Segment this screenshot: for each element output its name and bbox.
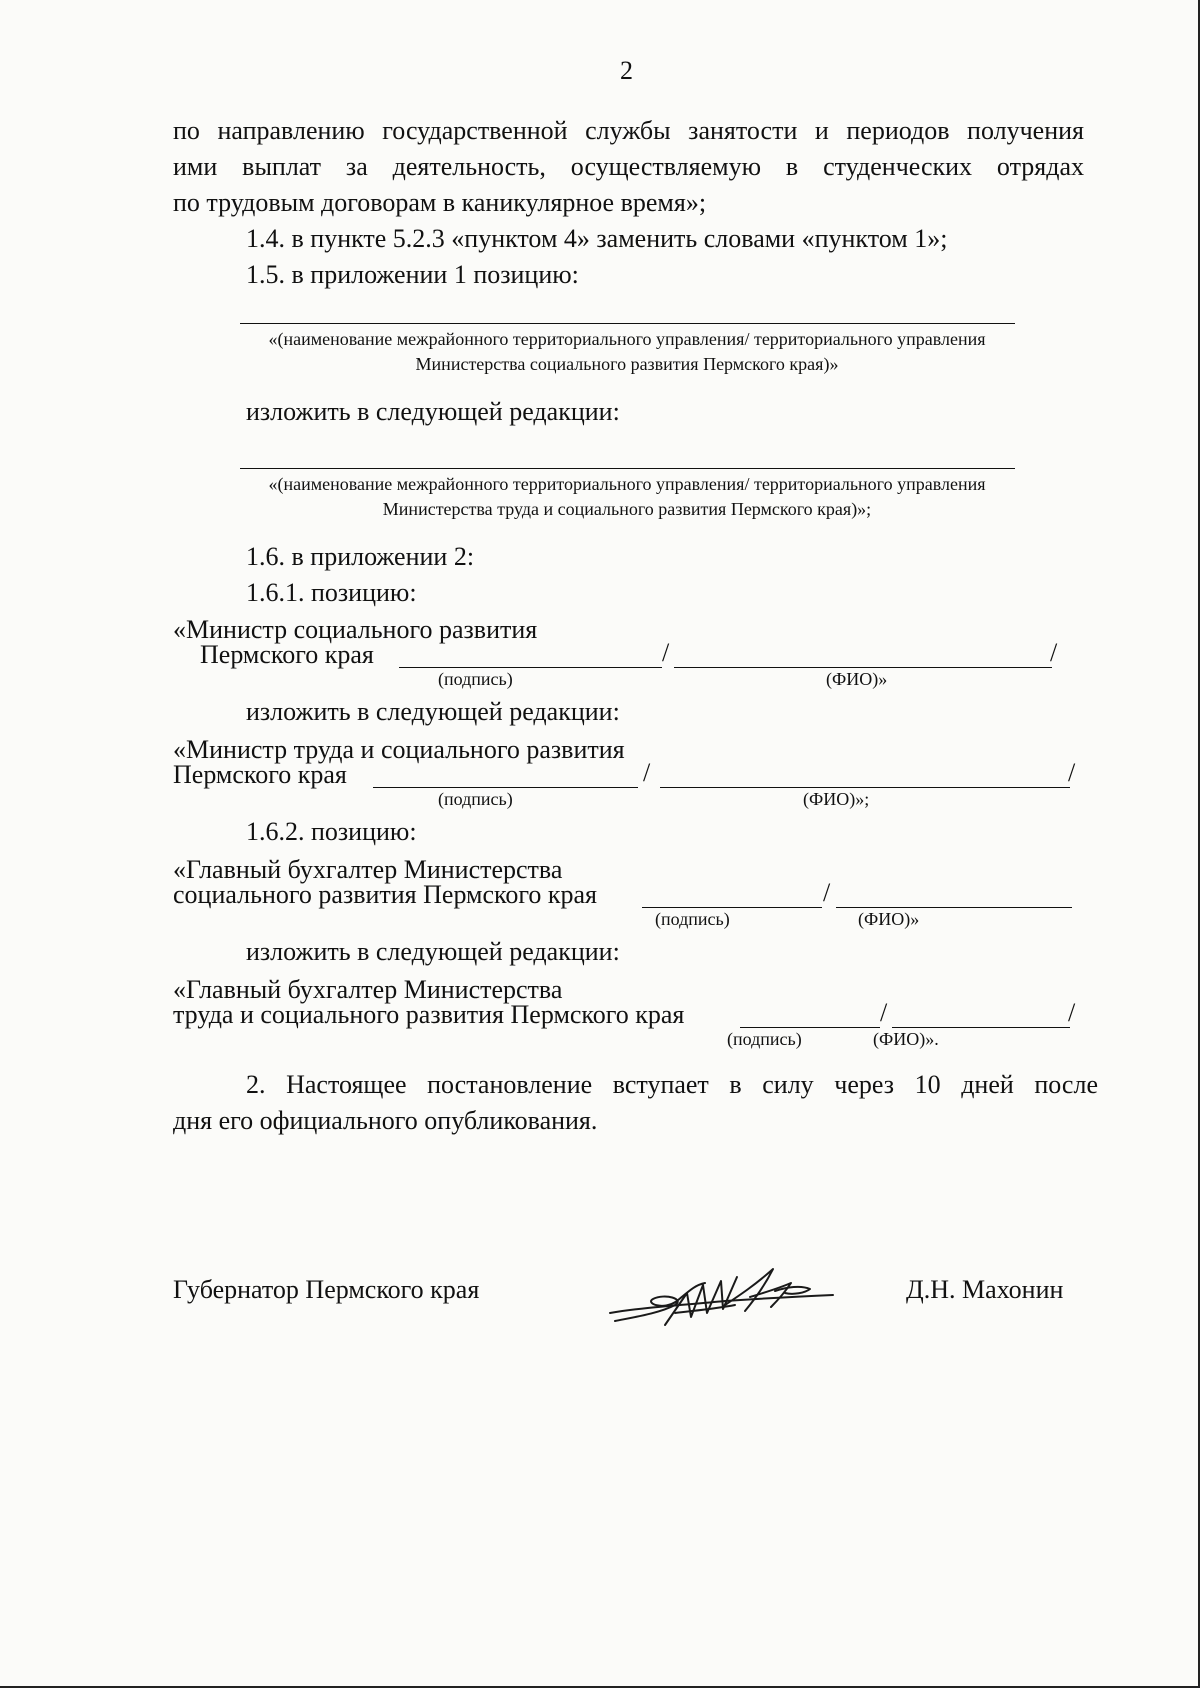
sig4-title-line-2: труда и социального развития Пермского края (173, 1000, 685, 1029)
sig2-title-line-1: «Министр труда и социального развития (173, 735, 625, 764)
item-1-6-1: 1.6.1. позицию: (246, 578, 417, 607)
sig4-caption-sign: (подпись) (727, 1029, 802, 1049)
replace-text-2: изложить в следующей редакции: (246, 697, 620, 726)
sig2-title-line-2: Пермского края (173, 760, 347, 789)
sig2-caption-sign: (подпись) (438, 789, 513, 809)
sig4-title-line-1: «Главный бухгалтер Министерства (173, 975, 563, 1004)
signer-name: Д.Н. Махонин (906, 1275, 1064, 1304)
note-old-line-1: «(наименование межрайонного территориального управления/ территориального управления (268, 329, 986, 349)
sig1-title-line-2: Пермского края (200, 640, 374, 669)
item-1-5: 1.5. в приложении 1 позицию: (246, 260, 579, 289)
replace-text-1: изложить в следующей редакции: (246, 397, 620, 426)
sig1-caption-fio: (ФИО)» (826, 669, 888, 689)
sig1-slash-2: / (1050, 638, 1058, 667)
sig4-caption-fio: (ФИО)». (873, 1029, 939, 1049)
sig3-caption-fio: (ФИО)» (858, 909, 920, 929)
sig1-slash-1: / (662, 638, 670, 667)
blank-line-new (240, 468, 1015, 469)
sig1-title-line-1: «Министр социального развития (173, 615, 538, 644)
sig3-slash-1: / (823, 878, 831, 907)
sig2-slash-2: / (1068, 758, 1076, 787)
clause-2-line-1: 2. Настоящее постановление вступает в силу через 10 дней после (246, 1070, 1098, 1099)
item-1-4: 1.4. в пункте 5.2.3 «пунктом 4» заменить словами «пунктом 1»; (246, 224, 948, 253)
page-number: 2 (620, 56, 633, 85)
intro-line-1: по направлению государственной службы занятости и периодов получения (173, 116, 1084, 145)
handwritten-signature (605, 1255, 840, 1335)
intro-line-2: ими выплат за деятельность, осуществляемую в студенческих отрядах (173, 152, 1084, 181)
sig2-slash-1: / (643, 758, 651, 787)
blank-line-old (240, 323, 1015, 324)
note-new-line-1: «(наименование межрайонного территориального управления/ территориального управления (268, 474, 986, 494)
item-1-6: 1.6. в приложении 2: (246, 542, 475, 571)
sig3-caption-sign: (подпись) (655, 909, 730, 929)
replace-text-3: изложить в следующей редакции: (246, 937, 620, 966)
note-old-line-2: Министерства социального развития Пермского края)» (415, 354, 839, 374)
sig1-caption-sign: (подпись) (438, 669, 513, 689)
sig2-caption-fio: (ФИО)»; (803, 789, 870, 809)
sig4-slash-2: / (1068, 998, 1076, 1027)
intro-line-3: по трудовым договорам в каникулярное время»; (173, 188, 707, 217)
signer-title: Губернатор Пермского края (173, 1275, 480, 1304)
sig3-title-line-1: «Главный бухгалтер Министерства (173, 855, 563, 884)
sig4-slash-1: / (880, 998, 888, 1027)
item-1-6-2: 1.6.2. позицию: (246, 817, 417, 846)
sig3-title-line-2: социального развития Пермского края (173, 880, 598, 909)
note-new-line-2: Министерства труда и социального развития Пермского края)»; (382, 499, 872, 519)
clause-2-line-2: дня его официального опубликования. (173, 1106, 598, 1135)
